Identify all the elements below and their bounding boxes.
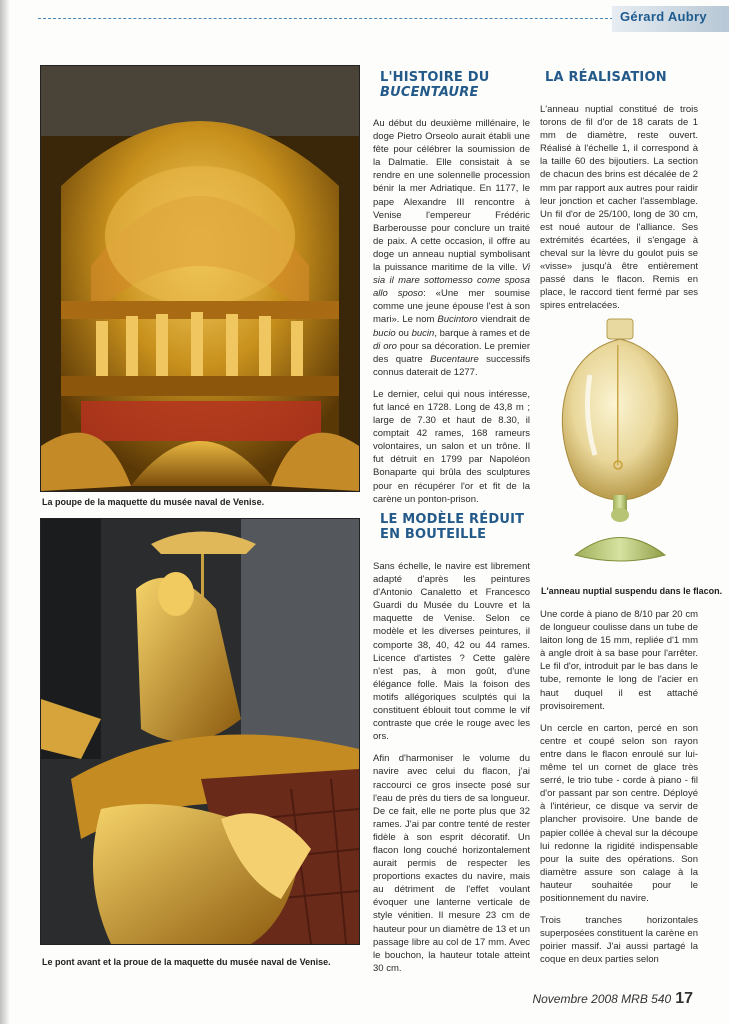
page-number: 17 bbox=[675, 990, 693, 1007]
caption-flask: L'anneau nuptial suspendu dans le flacon. bbox=[541, 586, 723, 596]
heading-modele-line1: LE MODÈLE RÉDUIT bbox=[380, 512, 525, 527]
modele-paragraph-2: Afin d'harmoniser le volume du navire avec celui du flacon, j'ai raccourci ce gros insecte posé sur l'eau de près du tiers de sa longueur. De ce fait, elle ne porte plus que 32 rames. J'ai par contre tenté de rester fidèle à son esprit décoratif. Un flacon long couché horizontalement aurait permis de respecter les proportions exactes du navire, mais au détriment de l'effet voulant évoquer une lanterne verticale de style vénitien. Il mesure 23 cm de hauteur pour un diamètre de 13 et un passage libre au col de 17 mm. Avec le bouchon, la hauteur totale atteint 30 cm. bbox=[373, 753, 530, 974]
realisation-body-bottom bbox=[540, 608, 698, 966]
page-footer bbox=[532, 990, 693, 1008]
histoire-paragraph-2: Le dernier, celui qui nous intéresse, fut lancé en 1728. Long de 43,8 m ; large de 7.30 et haut de 8.30, il comptait 42 rames, 168 rameurs volontaires, un salon et un trône. Il fut détruit en 1799 par Napoléon Bonaparte qui brûla des sculptures pour en récupérer l'or et fit de la carène un ponton-prison. bbox=[373, 388, 530, 505]
heading-histoire-line2: BUCENTAURE bbox=[380, 85, 479, 100]
heading-histoire-line1: L'HISTOIRE DU bbox=[380, 70, 490, 85]
histoire-paragraph-1: Au début du deuxième millénaire, le doge Pietro Orseolo aurait établi une fête pour célébrer la soumission de la Dalmatie. Elle consistait à se rendre en une solennelle procession bénir la mer Adriatique. En 1177, le pape Alexandre III rencontre à Venise l'empereur Frédéric Barberousse pour conclure un traité de paix. A cette occasion, il offre au doge un anneau nuptial symbolisant la puissance maritime de la ville. Vi sia il mare sottomesso come sposa allo sposo: «Une mer soumise comme une jeune épouse l'est à son mari». Le nom Bucintoro viendrait de bucio ou bucin, barque à rames et de di oro pour sa décoration. Le premier des quatre Bucentaure successifs connus daterait de 1277. bbox=[373, 118, 530, 378]
histoire-body bbox=[373, 117, 530, 506]
issue-label: Novembre 2008 MRB 540 bbox=[532, 992, 672, 1006]
realisation-paragraph-1: L'anneau nuptial constitué de trois torons de fil d'or de 18 carats de 1 mm de diamètre, reste ouvert. Réalisé à l'échelle 1, il correspond à la taille 60 des bijoutiers. La section de chacun des brins est décalée de 2 mm par rapport aux autres pour raidir leur jonction et cacher l'assemblage. Un fil d'or de 25/100, long de 30 cm, est noué autour de l'alliance. Ses extrémités écartées, il s'engage à cheval sur la lèvre du goulot puis se «visse» jusqu'à être entièrement passé dans le flacon. Remis en place, le raccord tient fermé par ses spires entrelacées. bbox=[540, 104, 698, 312]
realisation-paragraph-3: Un cercle en carton, percé en son centre et coupé selon son rayon entre dans le flacon enroulé sur lui-même tel un cornet de glace très serré, le trio tube - corde à piano - fil d'or passant par son centre. Déployé à l'intérieur, ce disque va servir de plancher provisoire. Une bande de papier collée à cheval sur la découpe lui redonne la rigidité indispensable pour la suite des opérations. Son diamètre assure son calage à la hauteur souhaitée pour le positionnement du navire. bbox=[540, 722, 698, 904]
photo-stern bbox=[40, 65, 360, 492]
heading-histoire bbox=[380, 70, 530, 100]
author-name: Gérard Aubry bbox=[620, 9, 707, 24]
heading-modele-line2: EN BOUTEILLE bbox=[380, 527, 487, 542]
heading-realisation: LA RÉALISATION bbox=[545, 70, 667, 85]
heading-modele bbox=[380, 512, 530, 542]
photo-flask bbox=[545, 315, 695, 580]
realisation-paragraph-4: Trois tranches horizontales superposées constituent la carène en poirier massif. J'ai aussi partagé la coque en deux parties selon bbox=[540, 915, 698, 966]
header-rule bbox=[38, 18, 618, 19]
modele-paragraph-1: Sans échelle, le navire est librement adapté d'après les peintures d'Antonio Canaletto et Francesco Guardi du Musée du Louvre et la maquette de Venise. Selon ce modèle et les diverses peintures, il comporte 38, 40, 42 ou 44 rames. Licence d'artistes ? Cette galère n'est pas, à mon goût, d'une élégance folle. Mais la foison des motifs allégoriques sculptés qui la constituent éblouit tout comme le vif contraste que crée le rouge avec les ors. bbox=[373, 561, 530, 743]
caption-stern: La poupe de la maquette du musée naval de Venise. bbox=[42, 497, 265, 507]
realisation-body-top bbox=[540, 103, 698, 313]
caption-bow: Le pont avant et la proue de la maquette du musée naval de Venise. bbox=[42, 957, 331, 967]
realisation-paragraph-2: Une corde à piano de 8/10 par 20 cm de longueur coulisse dans un tube de laiton long de 15 mm, repliée d'1 mm à angle droit à sa base pour l'arrêter. Le fil d'or, introduit par le bas dans le tube, remonte le long de l'acier en haut duquel il est attaché provisoirement. bbox=[540, 609, 698, 712]
modele-body bbox=[373, 560, 530, 975]
photo-bow bbox=[40, 518, 360, 945]
page-binding-shadow bbox=[0, 0, 10, 1024]
